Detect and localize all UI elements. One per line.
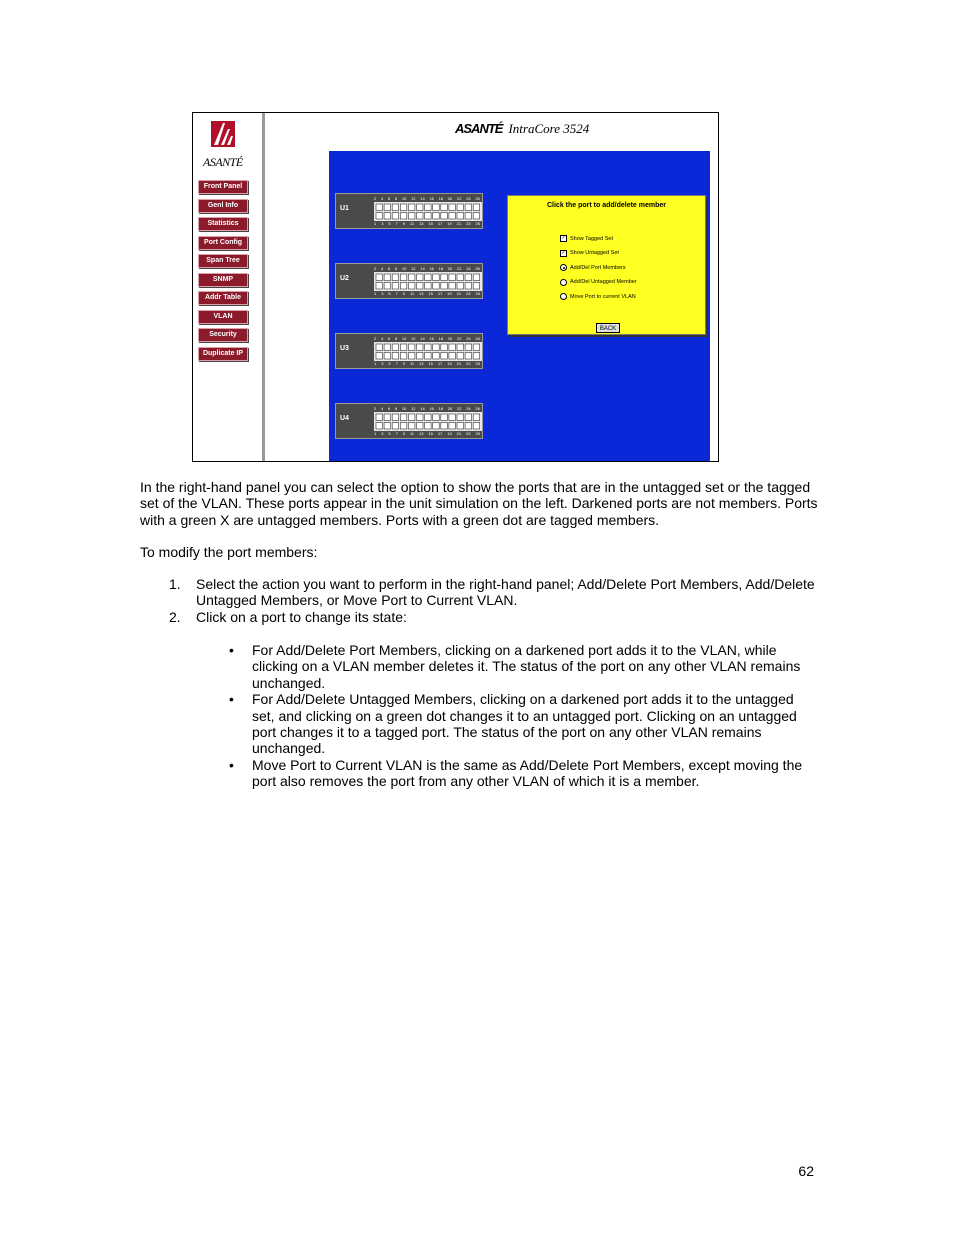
option-checkbox-row[interactable] — [560, 249, 637, 258]
switch-port[interactable] — [392, 344, 399, 351]
switch-port[interactable] — [441, 423, 448, 430]
switch-port[interactable] — [392, 283, 399, 290]
option-label: Add/Del Port Members — [570, 264, 626, 271]
port-number: 19 — [447, 291, 452, 296]
port-number: 5 — [388, 361, 391, 366]
port-number: 21 — [456, 431, 462, 436]
port-number: 19 — [447, 431, 452, 436]
port-number: 11 — [409, 291, 415, 296]
back-button[interactable]: BACK — [596, 323, 620, 333]
options-list — [560, 234, 637, 307]
port-number: 21 — [456, 291, 462, 296]
switch-port[interactable] — [465, 283, 472, 290]
switch-port[interactable] — [441, 274, 448, 281]
switch-port[interactable] — [449, 274, 456, 281]
port-number: 3 — [381, 361, 384, 366]
switch-port[interactable] — [465, 344, 472, 351]
vlan-workspace — [329, 151, 710, 461]
switch-port[interactable] — [376, 414, 383, 421]
switch-port[interactable] — [400, 353, 407, 360]
port-number: 11 — [409, 221, 415, 226]
switch-port[interactable] — [408, 423, 415, 430]
checkbox[interactable]: ✓ — [561, 235, 566, 241]
port-number: 26 — [475, 336, 480, 341]
bullet-icon: • — [229, 642, 234, 658]
switch-port[interactable] — [473, 423, 480, 430]
switch-port[interactable] — [417, 213, 424, 220]
asante-logo-icon — [211, 121, 235, 147]
switch-port[interactable] — [400, 274, 407, 281]
port-number: 16 — [429, 336, 434, 341]
port-number: 22 — [457, 266, 462, 271]
port-number: 5 — [388, 291, 391, 296]
switch-port[interactable] — [433, 414, 440, 421]
port-numbers-top — [374, 266, 480, 271]
port-number: 19 — [447, 361, 452, 366]
port-number: 12 — [411, 196, 416, 201]
switch-port[interactable] — [465, 204, 472, 211]
port-numbers-bottom — [374, 431, 480, 436]
port-number: 14 — [420, 266, 425, 271]
port-number: 1 — [374, 221, 377, 226]
switch-port[interactable] — [473, 283, 480, 290]
switch-port[interactable] — [425, 423, 432, 430]
port-number: 14 — [420, 196, 425, 201]
switch-port[interactable] — [376, 283, 383, 290]
port-number: 9 — [402, 361, 405, 366]
port-number: 24 — [466, 266, 471, 271]
switch-port[interactable] — [408, 344, 415, 351]
bullet-list — [140, 642, 820, 790]
switch-port[interactable] — [392, 423, 399, 430]
port-number: 20 — [447, 266, 453, 271]
port-number: 9 — [402, 431, 405, 436]
switch-port[interactable] — [384, 344, 391, 351]
port-number: 10 — [401, 406, 407, 411]
nav-button-addr-table[interactable]: Addr Table — [198, 291, 248, 305]
port-number: 12 — [411, 406, 416, 411]
nav-button-snmp[interactable]: SNMP — [198, 273, 248, 287]
switch-port[interactable] — [392, 353, 399, 360]
switch-port[interactable] — [465, 423, 472, 430]
port-number: 19 — [447, 221, 452, 226]
switch-port[interactable] — [433, 283, 440, 290]
bullet-item — [140, 642, 820, 691]
port-number: 15 — [428, 431, 433, 436]
nav-button-port-config[interactable]: Port Config — [198, 236, 248, 250]
port-number: 24 — [466, 406, 471, 411]
port-number: 15 — [428, 291, 433, 296]
port-number: 9 — [402, 221, 405, 226]
port-number: 4 — [380, 266, 384, 271]
port-number: 25 — [475, 431, 480, 436]
unit-panel — [335, 333, 483, 369]
nav-button-vlan[interactable]: VLAN — [198, 310, 248, 324]
switch-port[interactable] — [425, 204, 432, 211]
intro-paragraph: In the right-hand panel you can select the option to show the ports that are in the untagged set or the tagged set of the VLAN. These ports appear in the unit simulation on the left. Darkened ports are not members. Ports with a green X are untagged members. Ports with a green dot are tagged members. — [140, 479, 818, 528]
switch-port[interactable] — [408, 204, 415, 211]
switch-port[interactable] — [400, 204, 407, 211]
panel-title: Click the port to add/delete member — [546, 202, 667, 209]
port-numbers-top — [374, 196, 480, 201]
option-checkbox-row[interactable] — [560, 234, 637, 243]
switch-port[interactable] — [465, 353, 472, 360]
steps-list — [140, 576, 820, 625]
switch-port[interactable] — [433, 204, 440, 211]
port-number: 14 — [420, 336, 425, 341]
switch-port[interactable] — [473, 344, 480, 351]
unit-panel — [335, 193, 483, 229]
port-number: 4 — [380, 336, 384, 341]
switch-port[interactable] — [473, 274, 480, 281]
port-number: 6 — [387, 336, 391, 341]
unit-label: U4 — [340, 415, 349, 422]
option-label: Add/Del Untagged Member — [570, 279, 637, 285]
switch-port[interactable] — [376, 344, 383, 351]
switch-port[interactable] — [400, 283, 407, 290]
header-brand — [455, 121, 589, 137]
port-numbers-bottom — [374, 221, 480, 226]
option-label: Show Tagged Set — [570, 235, 614, 242]
page-number: 62 — [798, 1163, 814, 1179]
option-radio-row[interactable] — [560, 263, 637, 272]
port-number: 20 — [447, 196, 453, 201]
nav-button-statistics[interactable]: Statistics — [198, 217, 248, 231]
port-number: 9 — [402, 291, 405, 296]
switch-port[interactable] — [408, 353, 415, 360]
switch-port[interactable] — [384, 353, 391, 360]
switch-port[interactable] — [400, 213, 407, 220]
port-number: 13 — [419, 361, 424, 366]
port-number: 21 — [456, 221, 462, 226]
switch-port[interactable] — [417, 204, 424, 211]
port-number: 3 — [381, 291, 384, 296]
port-number: 25 — [475, 221, 480, 226]
switch-port[interactable] — [425, 414, 432, 421]
switch-port[interactable] — [417, 353, 424, 360]
logo-wordmark: ASANTÉ — [203, 155, 243, 169]
nav-frame — [193, 113, 265, 461]
bullet-icon: • — [229, 691, 234, 708]
step-number: 2. — [169, 608, 181, 625]
port-number: 13 — [419, 431, 424, 436]
port-number: 10 — [401, 266, 407, 271]
port-grid — [374, 412, 482, 431]
switch-port[interactable] — [376, 204, 383, 211]
step-text: Click on a port to change its state: — [196, 608, 407, 625]
switch-port[interactable] — [449, 204, 456, 211]
port-number: 13 — [419, 291, 424, 296]
switch-port[interactable] — [457, 423, 464, 430]
port-number: 18 — [438, 406, 444, 411]
port-number: 11 — [409, 431, 415, 436]
switch-port[interactable] — [449, 423, 456, 430]
port-number: 1 — [374, 361, 377, 366]
port-number: 10 — [401, 196, 407, 201]
step-item — [140, 576, 820, 609]
unit-label: U3 — [340, 345, 349, 352]
port-number: 17 — [437, 431, 443, 436]
switch-port[interactable] — [473, 353, 480, 360]
switch-port[interactable] — [417, 414, 424, 421]
bullet-icon: • — [229, 756, 234, 773]
port-number: 18 — [438, 336, 444, 341]
port-number: 5 — [388, 221, 391, 226]
bullet-text: For Add/Delete Port Members, clicking on a darkened port adds it to the VLAN, while clicking on a VLAN member deletes it. The status of the port on any other VLAN remains unchanged. — [252, 642, 801, 691]
port-number: 24 — [466, 336, 471, 341]
nav-button-genl-info[interactable]: Genl Info — [198, 199, 248, 213]
switch-port[interactable] — [449, 344, 456, 351]
switch-port[interactable] — [425, 283, 432, 290]
switch-port[interactable] — [417, 274, 424, 281]
switch-port[interactable] — [457, 213, 464, 220]
switch-port[interactable] — [376, 353, 383, 360]
port-number: 17 — [437, 291, 443, 296]
switch-port[interactable] — [392, 204, 399, 211]
switch-port[interactable] — [441, 204, 448, 211]
switch-port[interactable] — [465, 274, 472, 281]
port-grid — [374, 272, 482, 291]
switch-port[interactable] — [425, 274, 432, 281]
brand-name: ASANTÉ — [455, 121, 503, 136]
option-label: Show Untagged Set — [570, 250, 619, 256]
port-number: 26 — [475, 266, 480, 271]
switch-port[interactable] — [384, 423, 391, 430]
switch-port[interactable] — [408, 414, 415, 421]
switch-port[interactable] — [408, 274, 415, 281]
step-text: Select the action you want to perform in the right-hand panel; Add/Delete Port Members, Add/Delete Untagged Members, or Move Port to Current VLAN. — [196, 576, 815, 609]
switch-port[interactable] — [400, 414, 407, 421]
port-grid — [374, 342, 482, 361]
port-number: 13 — [419, 221, 424, 226]
switch-port[interactable] — [449, 414, 456, 421]
port-number: 6 — [387, 266, 391, 271]
switch-port[interactable] — [417, 423, 424, 430]
port-number: 7 — [395, 221, 398, 226]
step-number: 1. — [169, 576, 181, 592]
port-number: 7 — [395, 431, 398, 436]
port-number: 18 — [438, 266, 444, 271]
port-number: 26 — [475, 406, 480, 411]
switch-port[interactable] — [425, 344, 432, 351]
vlan-screenshot — [192, 112, 719, 462]
switch-port[interactable] — [384, 283, 391, 290]
switch-port[interactable] — [400, 344, 407, 351]
switch-port[interactable] — [441, 414, 448, 421]
port-number: 15 — [428, 221, 433, 226]
switch-port[interactable] — [457, 283, 464, 290]
port-number: 16 — [429, 266, 434, 271]
switch-port[interactable] — [417, 344, 424, 351]
port-numbers-bottom — [374, 361, 480, 366]
port-number: 8 — [394, 336, 398, 341]
port-number: 16 — [429, 196, 434, 201]
port-number: 1 — [374, 431, 377, 436]
switch-port[interactable] — [400, 423, 407, 430]
bullet-text: Move Port to Current VLAN is the same as Add/Delete Port Members, except moving the port also removes the port from any other VLAN of which it is a member. — [252, 756, 803, 790]
port-number: 12 — [411, 336, 416, 341]
port-number: 23 — [466, 431, 471, 436]
steps-intro: To modify the port members: — [140, 544, 318, 560]
switch-port[interactable] — [449, 213, 456, 220]
switch-port[interactable] — [384, 204, 391, 211]
bullet-text: For Add/Delete Untagged Members, clicking on a darkened port adds it to the untagged set, and clicking on a green dot changes it to an untagged port. Clicking on an untagged port changes it to a tagged port. The status of the port on any other VLAN remains unchanged. — [252, 691, 797, 757]
port-numbers-bottom — [374, 291, 480, 296]
port-number: 7 — [395, 291, 398, 296]
port-number: 20 — [447, 336, 453, 341]
switch-port[interactable] — [433, 423, 440, 430]
port-number: 22 — [457, 336, 462, 341]
switch-port[interactable] — [433, 353, 440, 360]
port-number: 15 — [428, 361, 433, 366]
vlan-options-panel — [507, 195, 706, 335]
nav-button-front-panel[interactable]: Front Panel — [198, 180, 248, 194]
port-number: 8 — [394, 266, 398, 271]
switch-port[interactable] — [392, 414, 399, 421]
port-number: 21 — [456, 361, 462, 366]
bullet-item — [140, 691, 820, 756]
port-number: 17 — [437, 221, 443, 226]
switch-port[interactable] — [376, 213, 383, 220]
nav-button-span-tree[interactable]: Span Tree — [198, 254, 248, 268]
port-number: 8 — [394, 406, 398, 411]
port-number: 12 — [411, 266, 416, 271]
nav-button-duplicate-ip[interactable]: Duplicate IP — [198, 347, 248, 361]
port-number: 22 — [457, 196, 462, 201]
switch-port[interactable] — [457, 353, 464, 360]
option-radio-row[interactable] — [560, 292, 637, 301]
port-number: 14 — [420, 406, 425, 411]
switch-port[interactable] — [408, 213, 415, 220]
port-number: 7 — [395, 361, 398, 366]
port-number: 26 — [475, 196, 480, 201]
port-number: 25 — [475, 291, 480, 296]
port-number: 10 — [401, 336, 407, 341]
port-numbers-top — [374, 336, 480, 341]
nav-button-security[interactable]: Security — [198, 328, 248, 342]
switch-port[interactable] — [425, 353, 432, 360]
port-grid — [374, 202, 482, 221]
port-number: 24 — [466, 196, 471, 201]
unit-label: U1 — [340, 205, 349, 212]
switch-port[interactable] — [392, 213, 399, 220]
nav-menu — [198, 180, 248, 365]
port-number: 2 — [374, 196, 377, 201]
switch-port[interactable] — [384, 213, 391, 220]
checkbox[interactable]: ✓ — [561, 249, 566, 256]
switch-port[interactable] — [473, 213, 480, 220]
port-number: 2 — [374, 406, 377, 411]
port-number: 1 — [374, 291, 377, 296]
bullet-item — [140, 757, 820, 790]
option-label: Move Port to current VLAN — [570, 293, 636, 300]
port-number: 22 — [457, 406, 462, 411]
switch-port[interactable] — [433, 213, 440, 220]
port-number: 16 — [429, 406, 434, 411]
step-item — [140, 609, 820, 625]
switch-port[interactable] — [441, 344, 448, 351]
port-number: 6 — [387, 406, 391, 411]
switch-port[interactable] — [441, 353, 448, 360]
switch-port[interactable] — [384, 414, 391, 421]
switch-port[interactable] — [457, 274, 464, 281]
switch-port[interactable] — [392, 274, 399, 281]
port-number: 2 — [374, 336, 377, 341]
switch-port[interactable] — [441, 283, 448, 290]
port-number: 4 — [380, 196, 384, 201]
port-numbers-top — [374, 406, 480, 411]
product-name: IntraCore 3524 — [508, 121, 590, 136]
port-number: 25 — [475, 361, 480, 366]
switch-port[interactable] — [376, 274, 383, 281]
port-number: 8 — [394, 196, 398, 201]
unit-panel — [335, 263, 483, 299]
port-number: 11 — [409, 361, 415, 366]
switch-port[interactable] — [457, 344, 464, 351]
port-number: 3 — [381, 221, 384, 226]
switch-port[interactable] — [449, 353, 456, 360]
switch-port[interactable] — [425, 213, 432, 220]
radio-button[interactable] — [560, 279, 567, 286]
radio-button[interactable] — [560, 293, 567, 300]
radio-button[interactable] — [560, 264, 567, 271]
port-number: 23 — [466, 361, 471, 366]
port-number: 3 — [381, 431, 384, 436]
switch-port[interactable] — [465, 213, 472, 220]
switch-port[interactable] — [473, 204, 480, 211]
unit-panel — [335, 403, 483, 439]
port-number: 23 — [466, 291, 471, 296]
switch-port[interactable] — [441, 213, 448, 220]
switch-port[interactable] — [433, 344, 440, 351]
port-number: 6 — [387, 196, 391, 201]
option-radio-row[interactable] — [560, 278, 637, 287]
port-number: 4 — [380, 406, 384, 411]
switch-port[interactable] — [473, 414, 480, 421]
unit-label: U2 — [340, 275, 349, 282]
port-number: 18 — [438, 196, 444, 201]
switch-port[interactable] — [408, 283, 415, 290]
port-number: 2 — [374, 266, 377, 271]
switch-port[interactable] — [376, 423, 383, 430]
switch-port[interactable] — [449, 283, 456, 290]
switch-port[interactable] — [384, 274, 391, 281]
switch-port[interactable] — [465, 414, 472, 421]
port-number: 23 — [466, 221, 471, 226]
port-number: 5 — [388, 431, 391, 436]
port-number: 17 — [437, 361, 443, 366]
switch-port[interactable] — [417, 283, 424, 290]
switch-port[interactable] — [457, 414, 464, 421]
switch-port[interactable] — [433, 274, 440, 281]
switch-port[interactable] — [457, 204, 464, 211]
port-number: 20 — [447, 406, 453, 411]
